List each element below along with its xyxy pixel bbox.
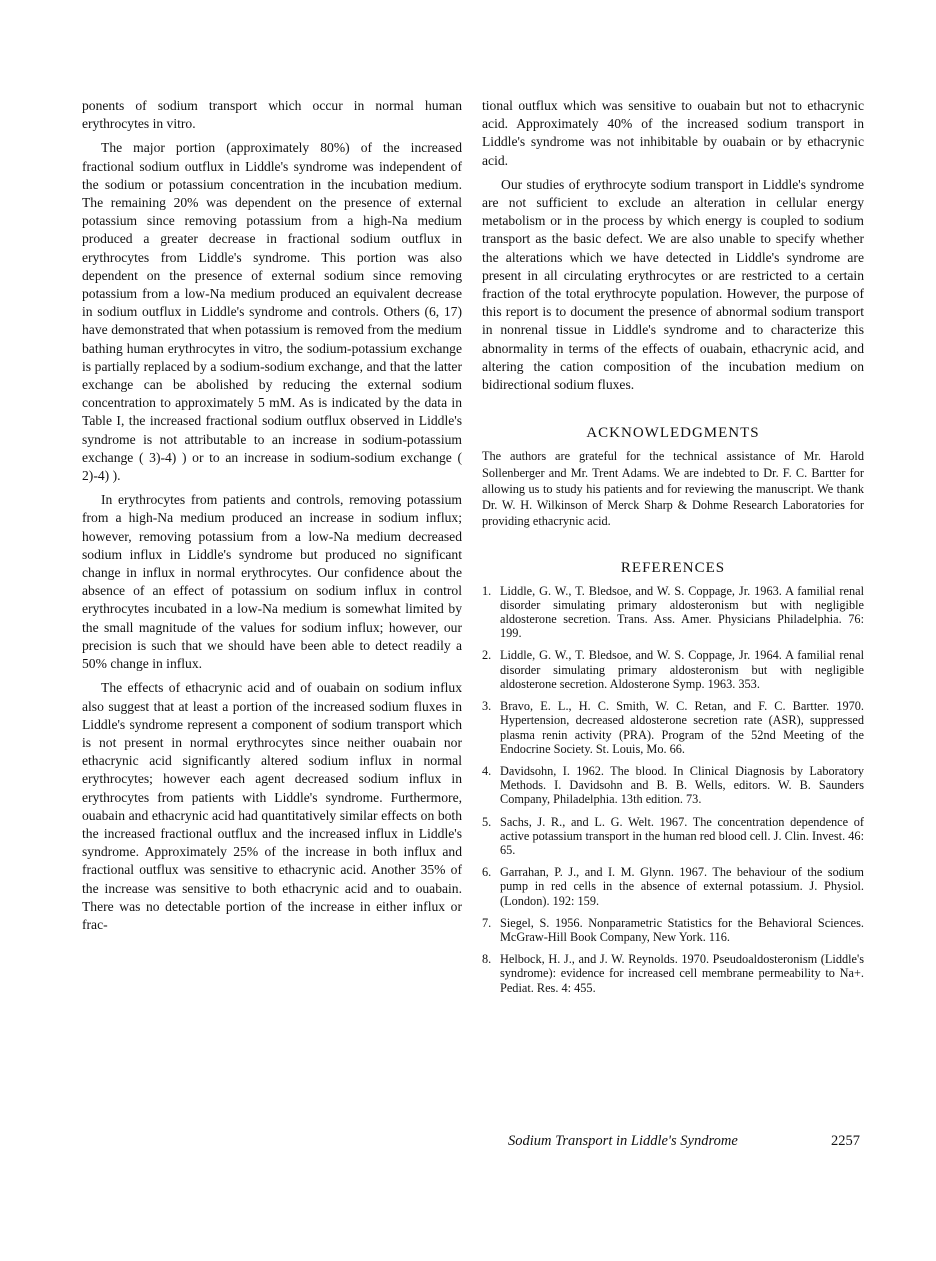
reference-text: Sachs, J. R., and L. G. Welt. 1967. The concentration dependence of active potassium transport in the human red blood cell. J. Clin. Invest. 46: 65. xyxy=(500,814,864,857)
reference-item xyxy=(482,699,864,756)
reference-number: 5. xyxy=(482,814,492,829)
reference-item xyxy=(482,815,864,858)
body-paragraph: The effects of ethacrynic acid and of ouabain on sodium influx also suggest that at least a portion of the increased sodium fluxes in Liddle's syndrome represent a component of sodium transport which is not present in normal erythrocytes since neither ouabain nor ethacrynic acid significantly altered sodium influx in normal erythrocytes; however each agent decreased sodium influx in erythrocytes from patients with Liddle's syndrome. Furthermore, ouabain and ethacrynic acid had quantitatively similar effects on both the increased fractional outflux and the increased influx in Liddle's syndrome. Approximately 25% of the increase in both influx and fractional outflux was sensitive to ethacrynic acid. Another 35% of the increase was sensitive to both ethacrynic acid and to ouabain. There was no detectable portion of the increase in either influx or frac- xyxy=(82,680,462,932)
reference-text: Liddle, G. W., T. Bledsoe, and W. S. Coppage, Jr. 1964. A familial renal disorder simulating primary aldosteronism but with negligible aldosterone secretion. Aldosterone Symp. 1963. 353. xyxy=(500,648,864,691)
reference-item xyxy=(482,865,864,908)
body-paragraph: ponents of sodium transport which occur in normal human erythrocytes in vitro. xyxy=(82,98,462,132)
body-paragraph: Our studies of erythrocyte sodium transport in Liddle's syndrome are not sufficient to exclude an alteration in cellular energy metabolism or in the process by which energy is coupled to sodium transport as the basic defect. We are also unable to specify whether the alterations which we have detected in Liddle's syndrome are present in all circulating erythrocytes or are restricted to a certain fraction of the total erythrocyte population. However, the purpose of this report is to document the presence of abnormal sodium transport in nonrenal tissue in Liddle's syndrome and to characterize this abnormality in terms of the effects of ouabain, ethacrynic acid, and altering the cation composition of the incubation medium on bidirectional sodium fluxes. xyxy=(482,176,864,393)
reference-item xyxy=(482,764,864,807)
reference-item xyxy=(482,584,864,641)
body-paragraph: In erythrocytes from patients and controls, removing potassium from a high-Na medium produced an increase in sodium influx; however, removing potassium from a low-Na medium decreased sodium influx in Liddle's syndrome but produced no significant change in influx in normal erythrocytes. Our confidence about the absence of an effect of potassium on sodium influx in control erythrocytes incubated in a low-Na medium is somewhat limited by the small magnitude of the values for sodium influx; however, our precision is such that we should have been able to detect readily a 50% change in influx. xyxy=(82,492,462,672)
reference-number: 8. xyxy=(482,952,492,967)
reference-text: Garrahan, P. J., and I. M. Glynn. 1967. The behaviour of the sodium pump in red cells in the absence of external potassium. J. Physiol. (London). 192: 159. xyxy=(500,865,864,908)
page-footer xyxy=(508,1133,860,1150)
reference-number: 1. xyxy=(482,583,492,598)
reference-number: 3. xyxy=(482,699,492,714)
page-number: 2257 xyxy=(831,1133,860,1149)
reference-text: Davidsohn, I. 1962. The blood. In Clinical Diagnosis by Laboratory Methods. I. Davidsohn and B. B. Wells, editors. W. B. Saunders Company, Philadelphia. 13th edition. 73. xyxy=(500,763,864,807)
left-column xyxy=(82,97,462,940)
reference-number: 2. xyxy=(482,648,492,663)
reference-text: Helbock, H. J., and J. W. Reynolds. 1970. Pseudoaldosteronism (Liddle's syndrome): evidence for increased cell membrane permeability to Na+. Pediat. Res. 4: 455. xyxy=(500,952,864,995)
reference-list xyxy=(482,584,864,995)
reference-item xyxy=(482,916,864,944)
reference-text: Bravo, E. L., H. C. Smith, W. C. Retan, and F. C. Bartter. 1970. Hypertension, decreased aldosterone secretion rate (ASR), suppressed plasma renin activity (PRA). Program of the 52nd Meeting of the Endocrine Society. St. Louis, Mo. 66. xyxy=(500,699,864,756)
reference-text: Siegel, S. 1956. Nonparametric Statistics for the Behavioral Sciences. McGraw-Hill Book Company, New York. 116. xyxy=(500,915,864,944)
right-column xyxy=(482,97,864,1003)
acknowledgments-text: The authors are grateful for the technical assistance of Mr. Harold Sollenberger and Mr. Trent Adams. We are indebted to Dr. F. C. Bartter for allowing us to study his patients and for reviewing the manuscript. We thank Dr. W. H. Wilkinson of Merck Sharp & Dohme Research Laboratories for providing ethacrynic acid. xyxy=(482,449,864,529)
reference-item xyxy=(482,952,864,995)
reference-text: Liddle, G. W., T. Bledsoe, and W. S. Coppage, Jr. 1963. A familial renal disorder simulating primary aldosteronism but with negligible aldosterone secretion. Trans. Ass. Amer. Physicians Philadelphia. 76: 199. xyxy=(500,583,864,641)
reference-item xyxy=(482,648,864,691)
reference-number: 7. xyxy=(482,915,492,930)
body-paragraph: The major portion (approximately 80%) of the increased fractional sodium outflux in Liddle's syndrome was independent of the sodium or potassium concentration in the incubation medium. The remaining 20% was dependent on the presence of external potassium since removing potassium from a high-Na medium produced a greater decrease in fractional sodium outflux in erythrocytes from Liddle's syndrome. This portion was also dependent on the presence of external sodium since removing potassium from a low-Na medium produced an equivalent decrease in sodium outflux in Liddle's syndrome and controls. Others (6, 17) have demonstrated that when potassium is removed from the medium bathing human erythrocytes in vitro, the sodium-potassium exchange is partially replaced by a sodium-sodium exchange, and that the latter exchange can be abolished by reducing the external sodium concentration to approximately 5 mM. As is indicated by the data in Table I, the increased fractional sodium outflux observed in Liddle's syndrome is not attributable to an increase in sodium-potassium exchange ( 3)-4) ) or to an increase in sodium-sodium exchange ( 2)-4) ). xyxy=(82,140,462,484)
acknowledgments-heading: ACKNOWLEDGMENTS xyxy=(586,425,760,442)
reference-number: 6. xyxy=(482,865,492,880)
reference-number: 4. xyxy=(482,763,492,778)
references-heading: REFERENCES xyxy=(620,560,726,577)
body-paragraph: tional outflux which was sensitive to ouabain but not to ethacrynic acid. Approximately 40% of the increased sodium transport in Liddle's syndrome was not inhibitable by ouabain or by ethacrynic acid. xyxy=(482,98,864,168)
running-title: Sodium Transport in Liddle's Syndrome xyxy=(508,1133,738,1149)
